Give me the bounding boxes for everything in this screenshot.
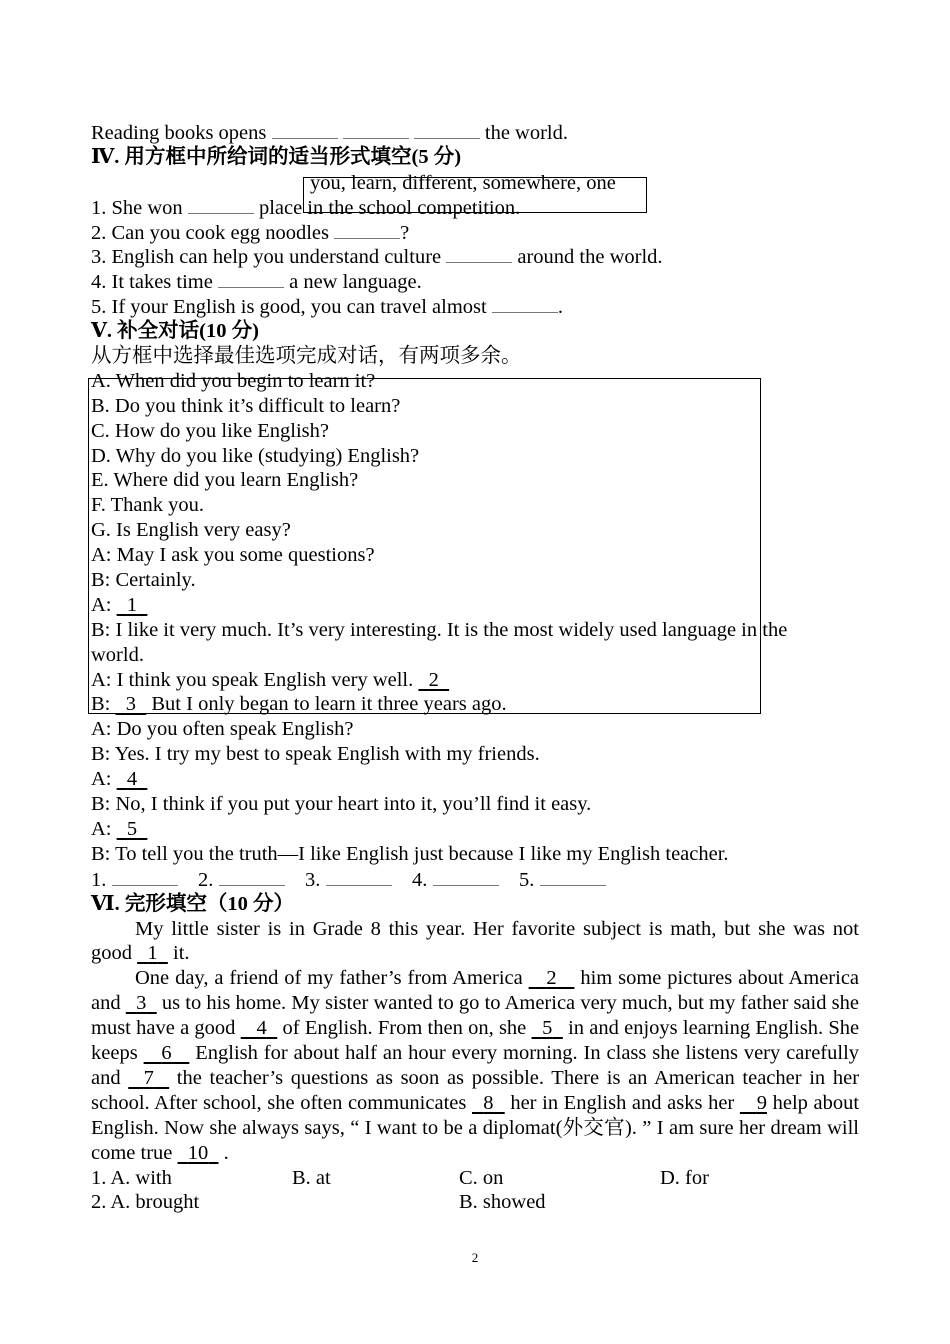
dialog-line: A: I think you speak English very well. 2 xyxy=(91,668,439,691)
word-box-text: you, learn, different, somewhere, one xyxy=(310,172,616,194)
s4-question-5: 5. If your English is good, you can travel almost . xyxy=(91,296,563,319)
dialog-line: A: Do you often speak English? xyxy=(91,718,354,741)
option-c: C. How do you like English? xyxy=(91,419,330,442)
dialog-line: world. xyxy=(91,643,144,666)
option-b: B. Do you think it’s difficult to learn? xyxy=(91,394,401,417)
cloze-question-2: 2. A. brought B. showed xyxy=(91,1191,546,1214)
option-a: A. When did you begin to learn it? xyxy=(91,369,376,392)
s4-question-2: 2. Can you cook egg noodles ? xyxy=(91,221,410,244)
dialog-line: B: Certainly. xyxy=(91,569,196,592)
cloze-paragraph-2: One day, a friend of my father’s from America 2 him some pictures about America and 3 us to his home. My sister wanted to go to America very much, but my father said she must have a good 4 of English. From then on, she 5 in and enjoys learning English. She keeps 6 English for about half an hour every morning. In class she listens very carefully and 7 the teacher’s questions as soon as possible. There is an American teacher in her school. After school, she often communicates 8 her in English and asks her 9 help about English. Now she always says, “ I want to be a diplomat(外交官). ” I am sure her dream will come true 10 . xyxy=(91,967,860,1164)
dialog-line: B: No, I think if you put your heart into it, you’ll find it easy. xyxy=(91,793,592,816)
document-page xyxy=(91,120,859,1215)
option-f: F. Thank you. xyxy=(91,494,205,517)
section5-title: Ⅴ. 补全对话(10 分) xyxy=(91,320,259,343)
section6-title: Ⅵ. 完形填空（10 分） xyxy=(91,892,294,915)
s4-question-4: 4. It takes time a new language. xyxy=(91,271,422,294)
section5-instruction: 从方框中选择最佳选项完成对话，有两项多余。 xyxy=(91,345,522,368)
option-g: G. Is English very easy? xyxy=(91,519,291,542)
cloze-paragraph-1: My little sister is in Grade 8 this year. Her favorite subject is math, but she was not good 1 it. xyxy=(91,917,859,965)
spacer xyxy=(91,170,859,195)
dialog-line: A: 4 xyxy=(91,768,138,791)
page-number: 2 xyxy=(471,1250,479,1265)
s4-question-3: 3. English can help you understand culture around the world. xyxy=(91,246,663,269)
dialog-line: B: I like it very much. It’s very interesting. It is the most widely used language in the xyxy=(91,618,788,641)
option-e: E. Where did you learn English? xyxy=(91,469,359,492)
cloze-question-1: 1. A. with B. at C. on D. for xyxy=(91,1166,709,1189)
dialog-line: B: Yes. I try my best to speak English with my friends. xyxy=(91,743,540,766)
answer-line: 1. 2. 3. 4. 5. xyxy=(91,867,859,892)
option-d: D. Why do you like (studying) English? xyxy=(91,444,420,467)
dialog-line: B: 3 But I only began to learn it three years ago. xyxy=(91,693,507,716)
dialog-line: B: To tell you the truth—I like English just because I like my English teacher. xyxy=(91,842,729,865)
dialog-line: A: May I ask you some questions? xyxy=(91,544,375,567)
dialog-line: A: 5 xyxy=(91,817,138,840)
reading-line: Reading books opens the world. xyxy=(91,122,568,144)
section4-title: Ⅳ. 用方框中所给词的适当形式填空(5 分) xyxy=(91,145,462,168)
s4-question-1: 1. She won place in the school competition. xyxy=(91,196,521,219)
dialog-line: A: 1 xyxy=(91,593,138,616)
